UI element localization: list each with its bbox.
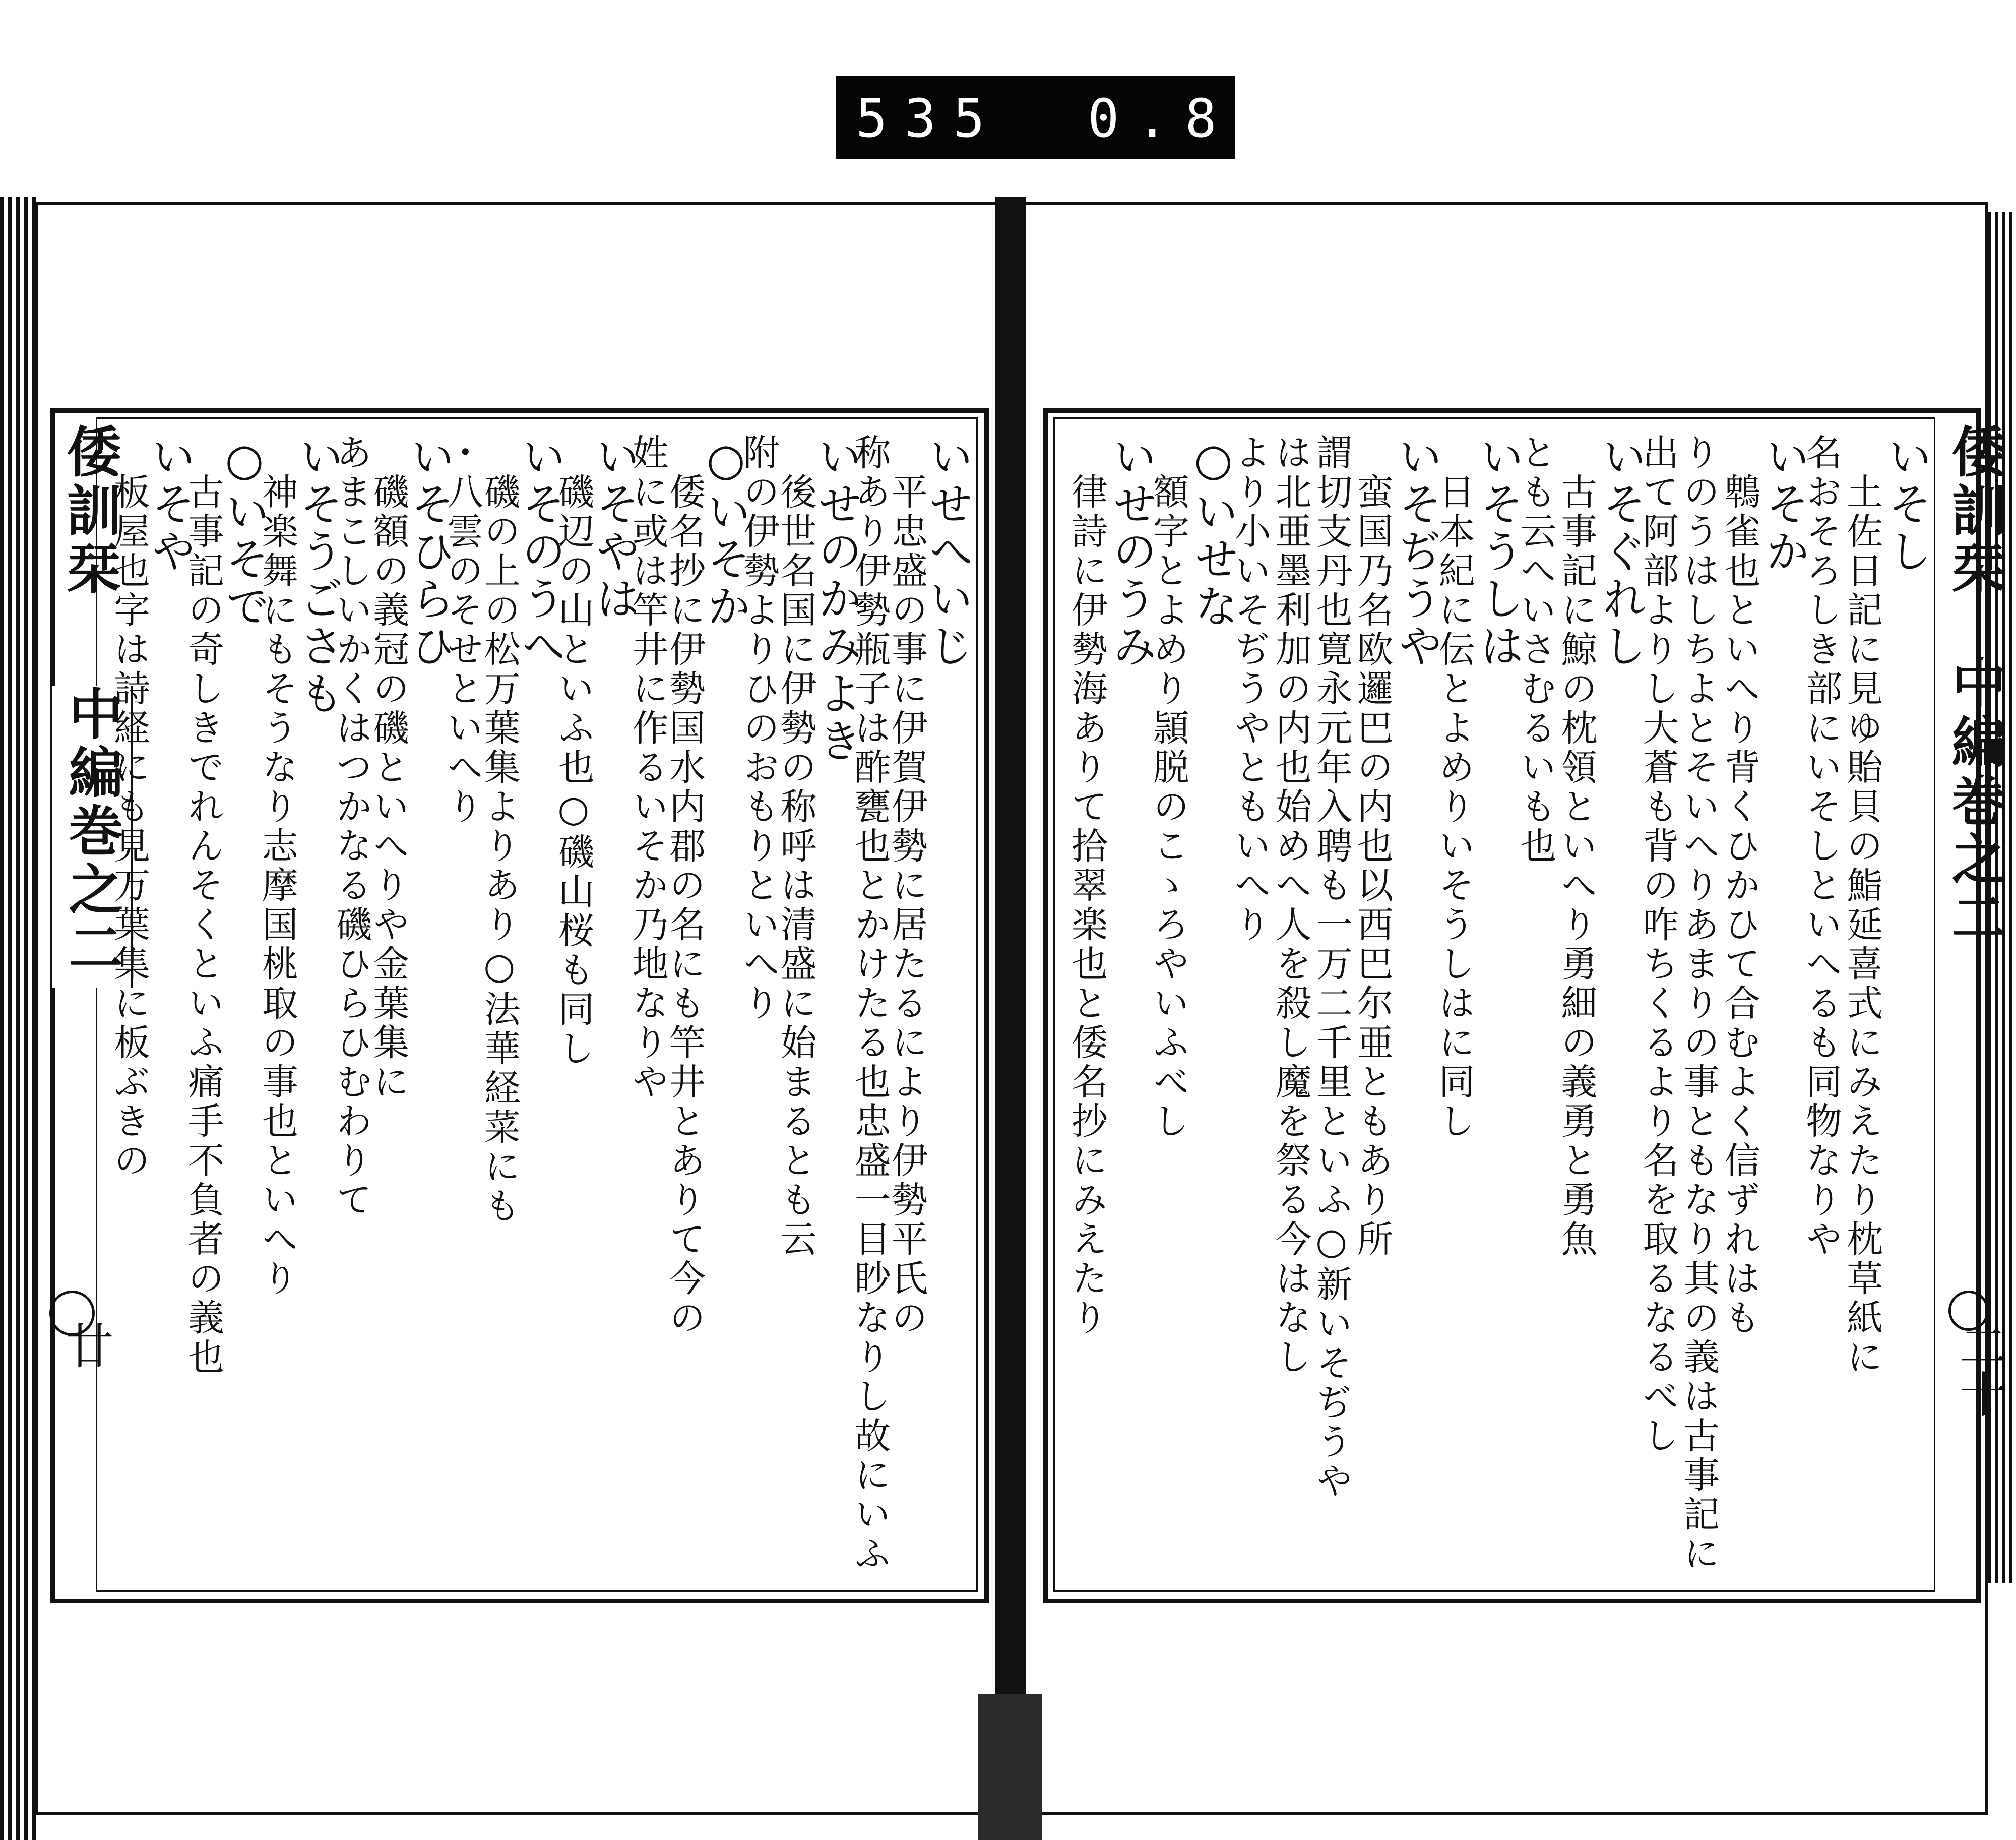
text-column: りのうはしちよとそいへりあまりの事ともなり其の義は古事記に (1677, 434, 1720, 1574)
left-hashira-volume: 中編巻之二 (50, 686, 133, 988)
text-column: いそうごさも (292, 434, 345, 718)
text-column: より小いそぢうやともいへり (1228, 434, 1271, 945)
text-column: 額字とよめり頴脱のこゝろやいふべし (1147, 434, 1189, 1141)
text-column: ○いせな (1187, 434, 1239, 631)
text-column: 磯の上の松万葉集よりあり○法華経菜にも (478, 434, 521, 1226)
text-column: 附の伊勢よりひのおもりといへり (737, 434, 780, 1023)
text-column: いそひらひ (403, 434, 456, 670)
text-column: いせのうみ (1105, 434, 1158, 670)
text-column: 姓に或は竿井に作るいそか乃地なりや (626, 434, 669, 1102)
text-column: 倭名抄に伊勢国水内郡の名にも竿井とありて今の (663, 434, 706, 1338)
text-column: 蛮国乃名欧邏巴の内也以西巴尔亜ともあり所 (1351, 434, 1394, 1259)
right-hashira-volume: 中編巻之二 (1942, 655, 2006, 948)
text-column: いそし (1881, 434, 1933, 576)
text-column: ○いそで (218, 434, 271, 631)
text-column: いそや (144, 434, 197, 576)
text-column: ○いそか (700, 434, 752, 631)
gutter-shadow (978, 1694, 1042, 1840)
right-hashira-title: 倭訓栞 (1942, 423, 2006, 599)
text-column: ・八雲のそせといへり (441, 434, 484, 827)
left-folio-number: 廿 (57, 1321, 114, 1369)
text-column: 名おそろしき部にいそしといへるも同物なりや (1800, 434, 1843, 1259)
text-column: いせのかみよき (811, 434, 863, 765)
text-column: いそうしは (1473, 434, 1525, 670)
text-column: 称あり伊勢瓶子は酢甕也とかけたる也忠盛一目眇なりし故にいふ (848, 434, 891, 1574)
text-column: あまこしいかくはつかなる磯ひらひむわりて (330, 434, 372, 1220)
text-column: 謂切支丹也寛永元年入聘も一万二千里といふ○新いそぢうや (1310, 434, 1353, 1501)
text-column: 後世名国に伊勢の称呼は清盛に始まるとも云 (774, 434, 817, 1259)
left-hashira-title: 倭訓栞 (57, 423, 121, 599)
left-page-edges (0, 197, 40, 1840)
text-column: 出て阿部よりし大蒼も背の咋ちくるより名を取るなるべし (1636, 434, 1679, 1456)
frame-number-right: 0.83 (1088, 88, 1283, 149)
text-column: 鵯雀也といへり背くひかひて合むよく信ずれはも (1718, 434, 1761, 1338)
text-column: いそやは (589, 434, 641, 623)
text-column: 律詩に伊勢海ありて拾翠楽也と倭名抄にみえたり (1065, 434, 1108, 1338)
text-column: いそのうへ (515, 434, 567, 670)
text-column: 磯額の義冠の磯といへりや金葉集に (367, 434, 410, 1102)
frame-number-left: 535 (856, 88, 1002, 149)
text-column: 古事記の奇しきでれんそくといふ痛手不負者の義也 (181, 434, 224, 1377)
text-column: 平忠盛の事に伊賀伊勢に居たるにより伊勢平氏の (886, 434, 928, 1338)
text-column: 磯辺の山といふ也○磯山桜も同し (552, 434, 595, 1069)
text-column: いそぐれし (1595, 434, 1648, 670)
film-frame-label (836, 76, 1283, 159)
text-column: いそぢうや (1391, 434, 1443, 670)
text-column: 古事記に鯨の枕領といへり勇細の義勇と勇魚 (1555, 434, 1598, 1259)
text-column: 土佐日記に見ゆ貽貝の鮨延喜式にみえたり枕草紙に (1841, 434, 1883, 1377)
text-column: いそか (1758, 434, 1811, 576)
text-column: は北亜墨利加の内也始めへ人を殺し魔を祭る今はなし (1269, 434, 1312, 1377)
text-column: いせへいじ (922, 434, 974, 670)
text-column: 神楽舞にもそうなり志摩国桃取の事也といへり (256, 434, 298, 1299)
text-column: とも云へいさむるいも也 (1514, 434, 1557, 866)
book-gutter (995, 197, 1026, 1840)
right-folio-number: 二十 (1951, 1321, 2008, 1418)
text-column: 日本紀に伝とよめりいそうしはに同し (1432, 434, 1475, 1141)
text-column: 板屋也字は詩経にも見万葉集に板ぶきの (108, 434, 150, 1181)
